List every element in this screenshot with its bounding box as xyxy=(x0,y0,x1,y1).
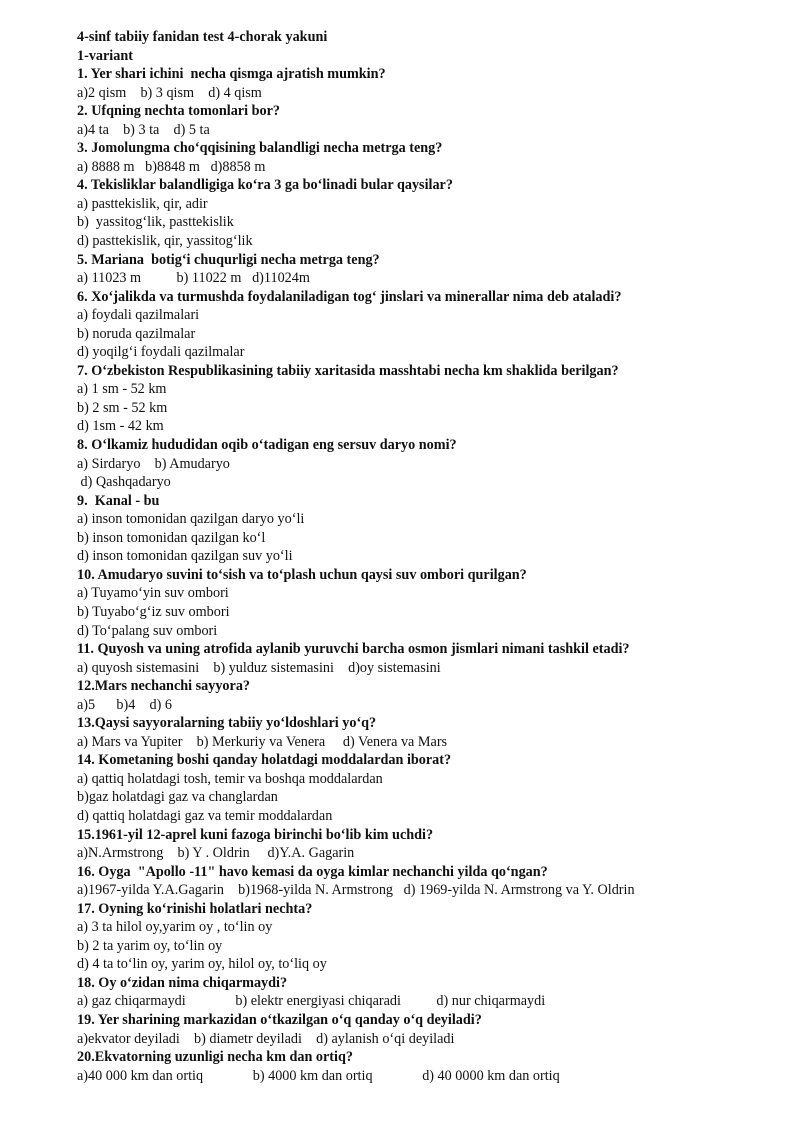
question-text: 13.Qaysi sayyoralarning tabiiy yoʻldoshlari yoʻq? xyxy=(77,715,377,732)
answer-options: a) Sirdaryo b) Amudaryo xyxy=(77,455,230,472)
question-block xyxy=(77,714,767,751)
question-text: 4. Tekisliklar balandligiga koʻra 3 ga boʻlinadi bular qaysilar? xyxy=(77,177,453,194)
answer-options: d) Toʻpalang suv ombori xyxy=(77,622,218,639)
question-block xyxy=(77,640,767,677)
question-block xyxy=(77,288,767,362)
question-block xyxy=(77,362,767,436)
question-text: 5. Mariana botigʻi chuqurligi necha metrga teng? xyxy=(77,251,380,268)
answer-options: a) 1 sm - 52 km xyxy=(77,381,167,398)
answer-options: b) yassitogʻlik, pasttekislik xyxy=(77,214,234,231)
question-block xyxy=(77,566,767,640)
test-document xyxy=(77,28,767,1085)
answer-options: a) quyosh sistemasini b) yulduz sistemasini d)oy sistemasini xyxy=(77,659,441,676)
answer-options: a)4 ta b) 3 ta d) 5 ta xyxy=(77,121,210,138)
question-block xyxy=(77,751,767,825)
answer-options: a) foydali qazilmalari xyxy=(77,307,200,324)
answer-options: b) noruda qazilmalar xyxy=(77,325,196,342)
answer-options: a) pasttekislik, qir, adir xyxy=(77,195,208,212)
question-text: 1. Yer shari ichini necha qismga ajratish mumkin? xyxy=(77,66,386,83)
answer-options: d) qattiq holatdagi gaz va temir moddalardan xyxy=(77,807,333,824)
question-text: 15.1961-yil 12-aprel kuni fazoga birinchi boʻlib kim uchdi? xyxy=(77,826,434,843)
answer-options: a)2 qism b) 3 qism d) 4 qism xyxy=(77,84,262,101)
question-text: 6. Xoʻjalikda va turmushda foydalaniladigan togʻ jinslari va minerallar nima deb ataladi? xyxy=(77,288,622,305)
question-text: 20.Ekvatorning uzunligi necha km dan ortiq? xyxy=(77,1049,353,1066)
question-block xyxy=(77,677,767,714)
answer-options: a) 11023 m b) 11022 m d)11024m xyxy=(77,270,310,287)
question-text: 12.Mars nechanchi sayyora? xyxy=(77,678,251,695)
answer-options: d) yoqilgʻi foydali qazilmalar xyxy=(77,344,245,361)
question-text: 19. Yer sharining markazidan oʻtkazilgan oʻq qanday oʻq deyiladi? xyxy=(77,1011,482,1028)
document-title: 4-sinf tabiiy fanidan test 4-chorak yakuni xyxy=(77,29,328,45)
variant-label: 1-variant xyxy=(77,47,133,64)
answer-options: a)5 b)4 d) 6 xyxy=(77,696,172,713)
question-text: 10. Amudaryo suvini toʻsish va toʻplash uchun qaysi suv ombori qurilgan? xyxy=(77,566,527,583)
question-text: 11. Quyosh va uning atrofida aylanib yuruvchi barcha osmon jismlari nimani tashkil etadi? xyxy=(77,641,630,658)
question-block xyxy=(77,436,767,492)
answer-options: a) qattiq holatdagi tosh, temir va boshqa moddalardan xyxy=(77,770,383,787)
answer-options: d) inson tomonidan qazilgan suv yoʻli xyxy=(77,548,293,565)
question-text: 8. Oʻlkamiz hududidan oqib oʻtadigan eng sersuv daryo nomi? xyxy=(77,437,457,454)
answer-options: b)gaz holatdagi gaz va changlardan xyxy=(77,789,278,806)
answer-options: a)ekvator deyiladi b) diametr deyiladi d) aylanish oʻqi deyiladi xyxy=(77,1030,455,1047)
question-block xyxy=(77,974,767,1011)
question-text: 2. Ufqning nechta tomonlari bor? xyxy=(77,103,280,120)
question-text: 14. Kometaning boshi qanday holatdagi moddalardan iborat? xyxy=(77,752,452,769)
answer-options: a)1967-yilda Y.A.Gagarin b)1968-yilda N. Armstrong d) 1969-yilda N. Armstrong va Y. Oldrin xyxy=(77,882,635,899)
answer-options: d) Qashqadaryo xyxy=(77,474,171,491)
answer-options: d) 1sm - 42 km xyxy=(77,418,164,435)
question-text: 18. Oy oʻzidan nima chiqarmaydi? xyxy=(77,974,288,991)
answer-options: d) 4 ta toʻlin oy, yarim oy, hilol oy, toʻliq oy xyxy=(77,956,327,973)
answer-options: b) Tuyaboʻgʻiz suv ombori xyxy=(77,603,230,620)
answer-options: a)40 000 km dan ortiq b) 4000 km dan ortiq d) 40 0000 km dan ortiq xyxy=(77,1067,560,1084)
answer-options: a)N.Armstrong b) Y . Oldrin d)Y.A. Gagarin xyxy=(77,845,355,862)
question-text: 3. Jomolungma choʻqqisining balandligi necha metrga teng? xyxy=(77,140,443,157)
question-block xyxy=(77,826,767,863)
question-block xyxy=(77,1011,767,1048)
answer-options: a) Tuyamoʻyin suv ombori xyxy=(77,585,229,602)
question-block xyxy=(77,65,767,102)
question-block xyxy=(77,176,767,250)
question-block xyxy=(77,102,767,139)
question-block xyxy=(77,251,767,288)
question-block xyxy=(77,863,767,900)
answer-options: a) Mars va Yupiter b) Merkuriy va Venera d) Venera va Mars xyxy=(77,733,448,750)
question-block xyxy=(77,139,767,176)
question-block xyxy=(77,492,767,566)
question-list xyxy=(77,65,767,1085)
question-block xyxy=(77,900,767,974)
answer-options: a) gaz chiqarmaydi b) elektr energiyasi chiqaradi d) nur chiqarmaydi xyxy=(77,993,546,1010)
answer-options: a) inson tomonidan qazilgan daryo yoʻli xyxy=(77,511,305,528)
answer-options: a) 8888 m b)8848 m d)8858 m xyxy=(77,158,266,175)
question-text: 17. Oyning koʻrinishi holatlari nechta? xyxy=(77,900,313,917)
answer-options: d) pasttekislik, qir, yassitogʻlik xyxy=(77,233,253,250)
question-text: 16. Oyga "Apollo -11" havo kemasi da oyga kimlar nechanchi yilda qoʻngan? xyxy=(77,863,548,880)
answer-options: b) 2 ta yarim oy, toʻlin oy xyxy=(77,937,223,954)
answer-options: b) 2 sm - 52 km xyxy=(77,399,168,416)
answer-options: b) inson tomonidan qazilgan koʻl xyxy=(77,529,266,546)
answer-options: a) 3 ta hilol oy,yarim oy , toʻlin oy xyxy=(77,919,273,936)
question-block xyxy=(77,1048,767,1085)
question-text: 7. Oʻzbekiston Respublikasining tabiiy xaritasida masshtabi necha km shaklida berilgan? xyxy=(77,362,619,379)
question-text: 9. Kanal - bu xyxy=(77,492,160,509)
